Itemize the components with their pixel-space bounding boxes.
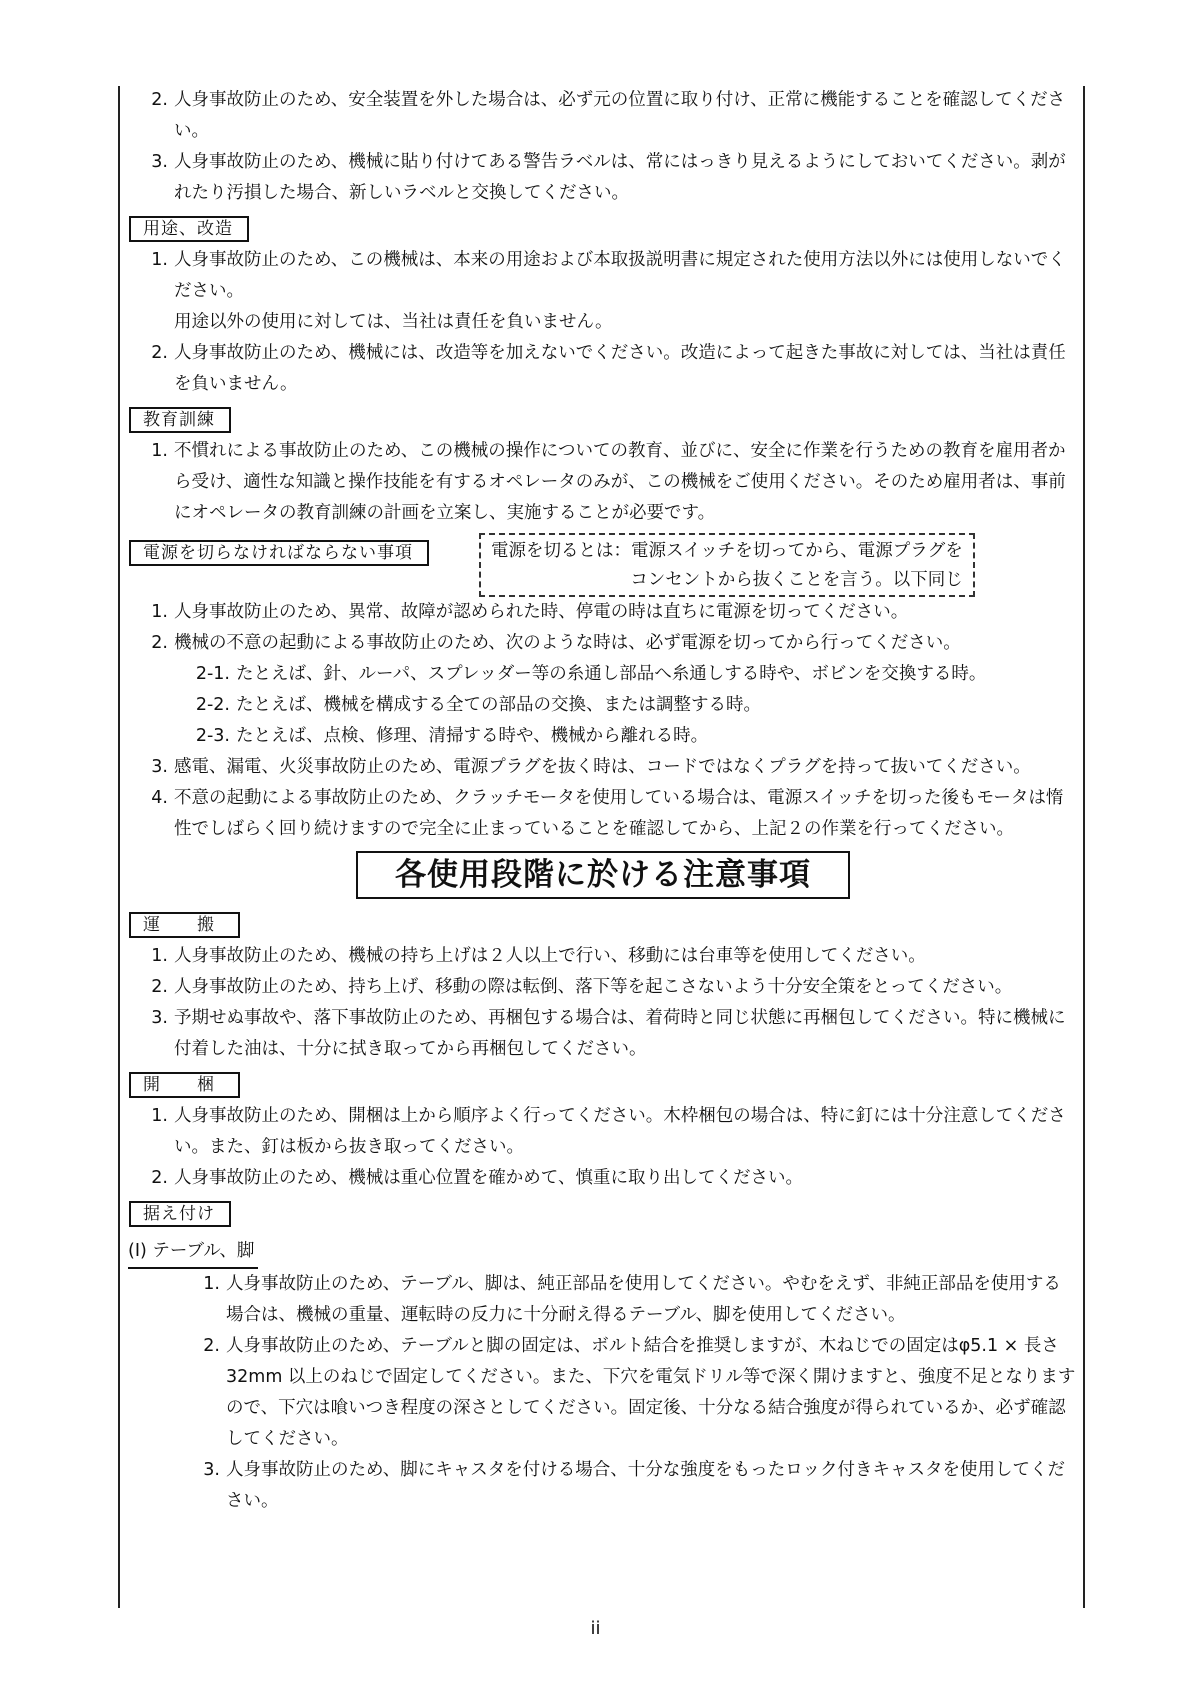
list-item: 2. 人身事故防止のため、持ち上げ、移動の際は転倒、落下等を起こさないよう十分安全策をとってください。 bbox=[151, 977, 1013, 997]
page-content bbox=[128, 85, 1078, 1517]
power-note-box: 電源を切るとは：電源スイッチを切ってから、電源プラグを コンセントから抜くことを言う。以下同じ bbox=[479, 533, 975, 597]
power-section-header bbox=[128, 533, 1078, 597]
list-item: 1. 人身事故防止のため、異常、故障が認められた時、停電の時は直ちに電源を切ってください。 bbox=[151, 602, 909, 622]
list-item: 3. 予期せぬ事故や、落下事故防止のため、再梱包する場合は、着荷時と同じ状態に再梱包してください。特に機械に付着した油は、十分に拭き取ってから再梱包してください。 bbox=[151, 1008, 1066, 1059]
list-item: 2. 人身事故防止のため、安全装置を外した場合は、必ず元の位置に取り付け、正常に機能することを確認してください。 bbox=[151, 90, 1066, 141]
section-title-unpack: 開 梱 bbox=[129, 1072, 240, 1098]
section-title-install: 据え付け bbox=[129, 1201, 231, 1227]
main-heading: 各使用段階に於ける注意事項 bbox=[356, 851, 850, 899]
list-item: 4. 不意の起動による事故防止のため、クラッチモータを使用している場合は、電源スイッチを切った後もモータは惰性でしばらく回り続けますので完全に止まっていることを確認してから、上記２の作業を行ってください。 bbox=[151, 788, 1064, 839]
list-item: 2. 人身事故防止のため、テーブルと脚の固定は、ボルト結合を推奨しますが、木ねじでの固定はφ5.1 × 長さ 32mm 以上のねじで固定してください。また、下穴を電気ドリル等で深く開けますと、強度不足となりますので、下穴は喰いつき程度の深さとしてください。固定後、十分なる結合強度が得られているか、必ず確認してください。 bbox=[203, 1336, 1076, 1449]
list-item: 3. 感電、漏電、火災事故防止のため、電源プラグを抜く時は、コードではなくプラグを持って抜いてください。 bbox=[151, 757, 1031, 777]
sub-list-item: 2-1. たとえば、針、ルーパ、スプレッダー等の糸通し部品へ糸通しする時や、ボビンを交換する時。 bbox=[195, 664, 987, 684]
section-title-transport: 運 搬 bbox=[129, 912, 240, 938]
list-item: 1. 不慣れによる事故防止のため、この機械の操作についての教育、並びに、安全に作業を行うための教育を雇用者から受け、適性な知識と操作技能を有するオペレータのみが、この機械をご使用ください。そのため雇用者は、事前にオペレータの教育訓練の計画を立案し、実施することが必要です。 bbox=[151, 441, 1066, 523]
list-item: 1. 人身事故防止のため、機械の持ち上げは２人以上で行い、移動には台車等を使用してください。 bbox=[151, 946, 926, 966]
list-item: 3. 人身事故防止のため、機械に貼り付けてある警告ラベルは、常にはっきり見えるようにしておいてください。剥がれたり汚損した場合、新しいラベルと交換してください。 bbox=[151, 152, 1066, 203]
subsection-title-table-legs: (Ⅰ) テーブル、脚 bbox=[128, 1236, 258, 1269]
page-number: ii bbox=[590, 1618, 601, 1639]
list-item: 1. 人身事故防止のため、開梱は上から順序よく行ってください。木枠梱包の場合は、特に釘には十分注意してください。また、釘は板から抜き取ってください。 bbox=[151, 1106, 1066, 1157]
list-item: 3. 人身事故防止のため、脚にキャスタを付ける場合、十分な強度をもったロック付きキャスタを使用してください。 bbox=[203, 1460, 1065, 1511]
list-item: 1. 人身事故防止のため、この機械は、本来の用途および本取扱説明書に規定された使用方法以外には使用しないでください。 用途以外の使用に対しては、当社は責任を負いません。 bbox=[151, 250, 1066, 332]
sub-list-item: 2-3. たとえば、点検、修理、清掃する時や、機械から離れる時。 bbox=[195, 726, 709, 746]
list-item: 2. 人身事故防止のため、機械は重心位置を確かめて、慎重に取り出してください。 bbox=[151, 1168, 803, 1188]
list-item: 2. 人身事故防止のため、機械には、改造等を加えないでください。改造によって起きた事故に対しては、当社は責任を負いません。 bbox=[151, 343, 1066, 394]
section-title-power: 電源を切らなければならない事項 bbox=[129, 540, 429, 566]
sub-list-item: 2-2. たとえば、機械を構成する全ての部品の交換、または調整する時。 bbox=[195, 695, 761, 715]
list-item: 1. 人身事故防止のため、テーブル、脚は、純正部品を使用してください。やむをえず、非純正部品を使用する場合は、機械の重量、運転時の反力に十分耐え得るテーブル、脚を使用してください。 bbox=[203, 1274, 1061, 1325]
section-title-use: 用途、改造 bbox=[129, 216, 249, 242]
section-title-training: 教育訓練 bbox=[129, 407, 231, 433]
list-item: 2. 機械の不意の起動による事故防止のため、次のような時は、必ず電源を切ってから行ってください。 bbox=[151, 633, 961, 653]
